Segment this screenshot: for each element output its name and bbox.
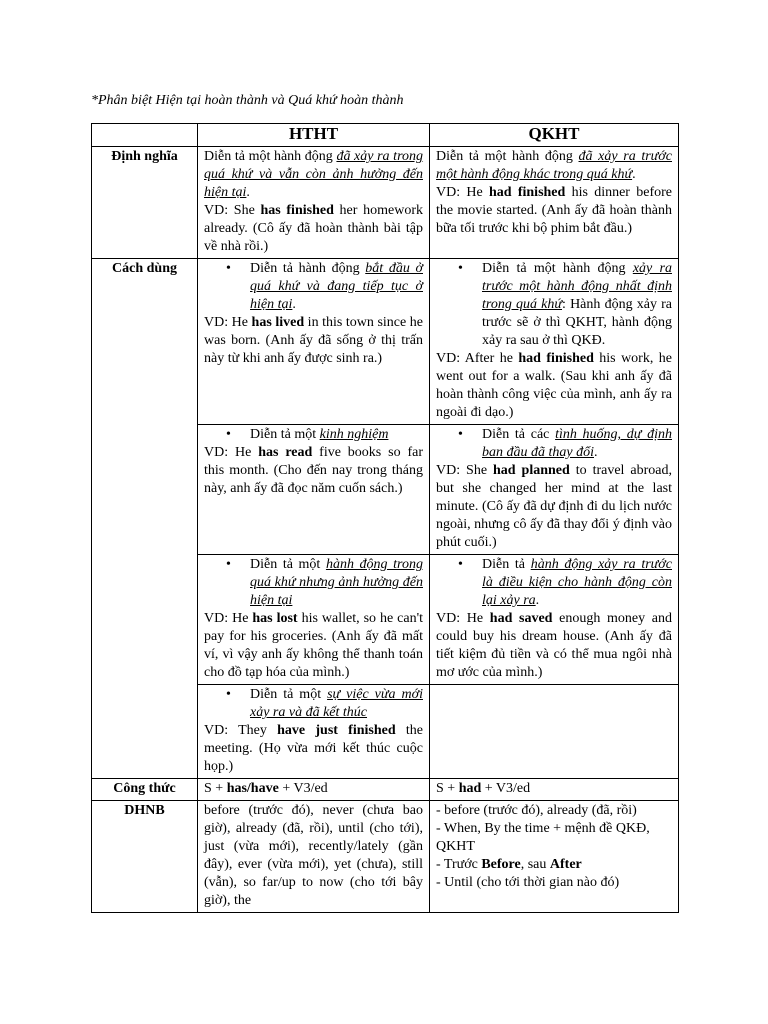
example-text: VD: After he xyxy=(436,351,519,366)
example-text: the meeting. (Họ vừa mới kết thúc cuộc họp.) xyxy=(204,723,423,774)
list-item xyxy=(204,686,423,722)
example-text: his dinner before the movie started. (Anh ấy đã hoàn thành bữa tối trước khi bộ phim bắt đầu.) xyxy=(436,185,672,236)
row-formula xyxy=(92,779,679,801)
example-verb: had finished xyxy=(489,185,566,200)
example-text: VD: They xyxy=(204,723,278,738)
text: . xyxy=(632,167,636,182)
example-text: VD: He xyxy=(204,611,253,626)
text: : Hành động xảy ra trước sẽ ở thì QKHT, hành động xảy ra sau ở thì QKĐ. xyxy=(482,297,672,348)
example-verb: had finished xyxy=(518,351,594,366)
example xyxy=(204,722,423,776)
bullet-icon: • xyxy=(458,427,463,442)
cell-usage-2-htht xyxy=(198,425,430,555)
emphasis: hành động xảy ra trước là điều kiện cho hành động còn lại xảy ra xyxy=(482,557,672,608)
example-text: enough money and could buy his dream house. (Anh ấy đã tiết kiệm đủ tiền và có thể mua ngôi nhà mơ ước của mình.) xyxy=(436,611,673,680)
example-text: in this town since he was born. (Anh ấy đã sống ở thị trấn này từ khi anh ấy được sinh ra.) xyxy=(204,315,423,366)
bullet-icon: • xyxy=(226,557,231,572)
row-usage-1 xyxy=(92,259,679,425)
text: Diễn tả một xyxy=(250,687,328,702)
text: S + xyxy=(204,781,227,796)
example-text: five books so far this month. (Cho đến nay trong tháng này, anh ấy đã đọc năm cuốn sách.) xyxy=(204,445,423,496)
signal-line: - When, By the time + mệnh đề QKĐ, QKHT xyxy=(436,821,650,854)
header-qkht: QKHT xyxy=(430,124,679,147)
example xyxy=(436,610,672,682)
text: - Trước xyxy=(436,857,482,872)
example-verb: has finished xyxy=(260,203,334,218)
example-text: VD: She xyxy=(204,203,261,218)
row-label-formula: Công thức xyxy=(92,779,198,801)
example-text: his work, he went out for a walk. (Sau khi anh ấy đã hoàn thành công việc của mình, anh ấy ra ngoài đi dạo.) xyxy=(436,351,672,420)
emphasis: tình huống, dự định ban đầu đã thay đổi xyxy=(482,427,672,460)
example-verb: has lost xyxy=(252,611,298,626)
example-verb: had saved xyxy=(489,611,553,626)
row-label-definition: Định nghĩa xyxy=(92,147,198,259)
example-verb: had planned xyxy=(493,463,570,478)
text: + V3/ed xyxy=(481,781,531,796)
comparison-table xyxy=(91,123,679,913)
emphasis: đã xảy ra trước một hành động khác trong quá khứ xyxy=(436,149,672,182)
example xyxy=(204,314,423,368)
header-empty xyxy=(92,124,198,147)
example-text: her homework already. (Cô ấy đã hoàn thành bài tập về nhà rồi.) xyxy=(204,203,423,254)
cell-formula-qkht xyxy=(430,779,679,801)
example xyxy=(436,350,672,422)
cell-definition-htht xyxy=(198,147,430,259)
cell-usage-3-qkht xyxy=(430,555,679,685)
signal-line: - before (trước đó), already (đã, rồi) xyxy=(436,803,637,818)
text: , sau xyxy=(520,857,550,872)
example-text: VD: He xyxy=(436,185,489,200)
example-text: VD: He xyxy=(204,315,252,330)
header-row xyxy=(92,124,679,147)
signal-line xyxy=(436,856,672,874)
formula-aux: had xyxy=(458,781,482,796)
text: Diễn tả một xyxy=(250,557,326,572)
example-verb: has read xyxy=(258,445,313,460)
text: + V3/ed xyxy=(278,781,328,796)
bullet-icon: • xyxy=(458,261,463,276)
cell-usage-4-htht xyxy=(198,685,430,779)
text: . xyxy=(535,593,540,608)
bullet-icon: • xyxy=(226,261,231,276)
text: . xyxy=(292,297,296,312)
cell-signals-htht: before (trước đó), never (chưa bao giờ), already (đã, rồi), until (cho tới), just (vừa mới), recently/lately (gần đây), ever (vừa mới), yet (chưa), still (vẫn), so far/up to now (cho tới bây giờ), the xyxy=(198,801,430,913)
text: Diễn tả xyxy=(482,557,531,572)
document-title: *Phân biệt Hiện tại hoàn thành và Quá khứ hoàn thành xyxy=(91,93,404,108)
list-item xyxy=(436,426,672,462)
text: Diễn tả một hành động xyxy=(436,149,579,164)
example xyxy=(204,444,423,498)
emphasis: bắt đầu ở quá khứ và đang tiếp tục ở hiện tại xyxy=(250,261,423,312)
text: Diễn tả một hành động xyxy=(482,261,633,276)
signal-line: - Until (cho tới thời gian nào đó) xyxy=(436,875,620,890)
cell-usage-2-qkht xyxy=(430,425,679,555)
example-text: VD: He xyxy=(204,445,259,460)
list-item xyxy=(204,556,423,610)
cell-usage-4-qkht-empty xyxy=(430,685,679,779)
keyword: Before xyxy=(481,857,521,872)
example-text: to travel abroad, but she changed her mind at the last minute. (Cô ấy đã dự định đi du lịch nước ngoài, nhưng cô ấy đã thay đổi ý định vào phút cuối.) xyxy=(436,463,672,550)
header-htht: HTHT xyxy=(198,124,430,147)
text: Diễn tả hành động xyxy=(250,261,366,276)
example xyxy=(436,462,672,552)
emphasis: sự việc vừa mới xảy ra và đã kết thúc xyxy=(250,687,423,720)
example xyxy=(204,610,423,682)
row-label-usage: Cách dùng xyxy=(92,259,198,779)
emphasis: đã xảy ra trong quá khứ và vẫn còn ảnh hưởng đến hiện tại xyxy=(204,149,424,200)
text: S + xyxy=(436,781,459,796)
cell-definition-qkht xyxy=(430,147,679,259)
row-label-signals: DHNB xyxy=(92,801,198,913)
list-item xyxy=(204,260,423,314)
bullet-icon: • xyxy=(458,557,463,572)
bullet-icon: • xyxy=(226,687,231,702)
list-item xyxy=(436,260,672,350)
example-text: his wallet, so he can't pay for his groceries. (Anh ấy đã mất ví, vì vậy anh ấy không thể thanh toán cho đồ tạp hóa của mình.) xyxy=(204,611,424,680)
bullet-icon: • xyxy=(226,427,231,442)
row-definition xyxy=(92,147,679,259)
cell-usage-1-htht xyxy=(198,259,430,425)
text: . xyxy=(246,185,250,200)
text: . xyxy=(594,445,598,460)
emphasis: xảy ra trước một hành động nhất định trong quá khứ xyxy=(482,261,672,312)
example-verb: have just finished xyxy=(277,723,396,738)
text: Diễn tả một xyxy=(250,427,320,442)
cell-formula-htht xyxy=(198,779,430,801)
keyword: After xyxy=(549,857,582,872)
cell-usage-3-htht xyxy=(198,555,430,685)
example-text: VD: He xyxy=(436,611,490,626)
cell-signals-qkht xyxy=(430,801,679,913)
text: Diễn tả các xyxy=(482,427,556,442)
emphasis: kinh nghiệm xyxy=(319,427,389,442)
formula-aux: has/have xyxy=(226,781,279,796)
example-text: VD: She xyxy=(436,463,494,478)
cell-usage-1-qkht xyxy=(430,259,679,425)
list-item xyxy=(204,426,423,444)
emphasis: hành động trong quá khứ nhưng ảnh hưởng đến hiện tại xyxy=(250,557,423,608)
list-item xyxy=(436,556,672,610)
text: Diễn tả một hành động xyxy=(204,149,337,164)
row-signals xyxy=(92,801,679,913)
example-verb: has lived xyxy=(251,315,305,330)
